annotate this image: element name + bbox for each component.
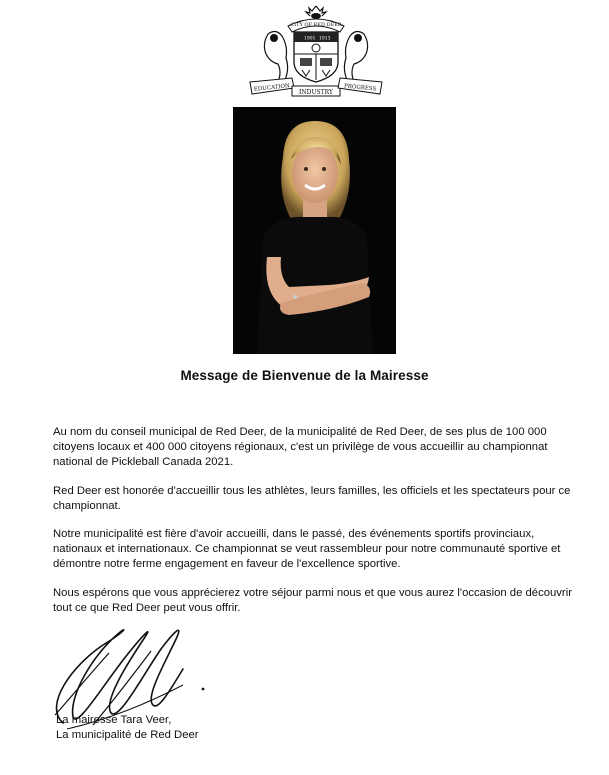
paragraph-events: Notre municipalité est fière d'avoir accueilli, dans le passé, des événements sportifs provinciaux, nationaux et internationaux. Ce championnat se veut rassembleur pour notre communauté sportive et démontre notre ferme engagement en faveur de l'excellence sportive. (53, 528, 561, 570)
crest-year-right: 1913 (319, 36, 331, 42)
portrait-image (233, 107, 396, 354)
crest-motto-center: INDUSTRY (299, 89, 333, 96)
crest-motto-right: PROGRESS (343, 83, 377, 93)
message-title: Message de Bienvenue de la Mairesse (180, 368, 429, 383)
letter-body (53, 425, 573, 630)
coat-of-arms-icon (248, 4, 384, 100)
paragraph-welcome: Au nom du conseil municipal de Red Deer, de la municipalité de Red Deer, de ses plus de 100 000 citoyens locaux et 400 000 citoyens régionaux, c'est un privilège de vous accueillir au championnat national de Pickleball Canada 2021. (53, 426, 548, 468)
mayor-portrait-photo (233, 107, 396, 354)
signoff-block (56, 713, 199, 743)
crest-motto-left: EDUCATION (253, 83, 291, 93)
crest-top-banner: CITY OF RED DEER (290, 22, 342, 28)
signoff-name: La mairesse Tara Veer, (56, 714, 172, 726)
paragraph-closing: Nous espérons que vous apprécierez votre séjour parmi nous et que vous aurez l'occasion de découvrir tout ce que Red Deer peut vous offrir. (53, 587, 572, 614)
crest-year-left: 1901 (304, 36, 316, 42)
signoff-organization: La municipalité de Red Deer (56, 729, 199, 741)
city-crest-logo (248, 4, 384, 100)
paragraph-honored: Red Deer est honorée d'accueillir tous les athlètes, leurs familles, les officiels et les spectateurs pour ce championnat. (53, 485, 571, 512)
